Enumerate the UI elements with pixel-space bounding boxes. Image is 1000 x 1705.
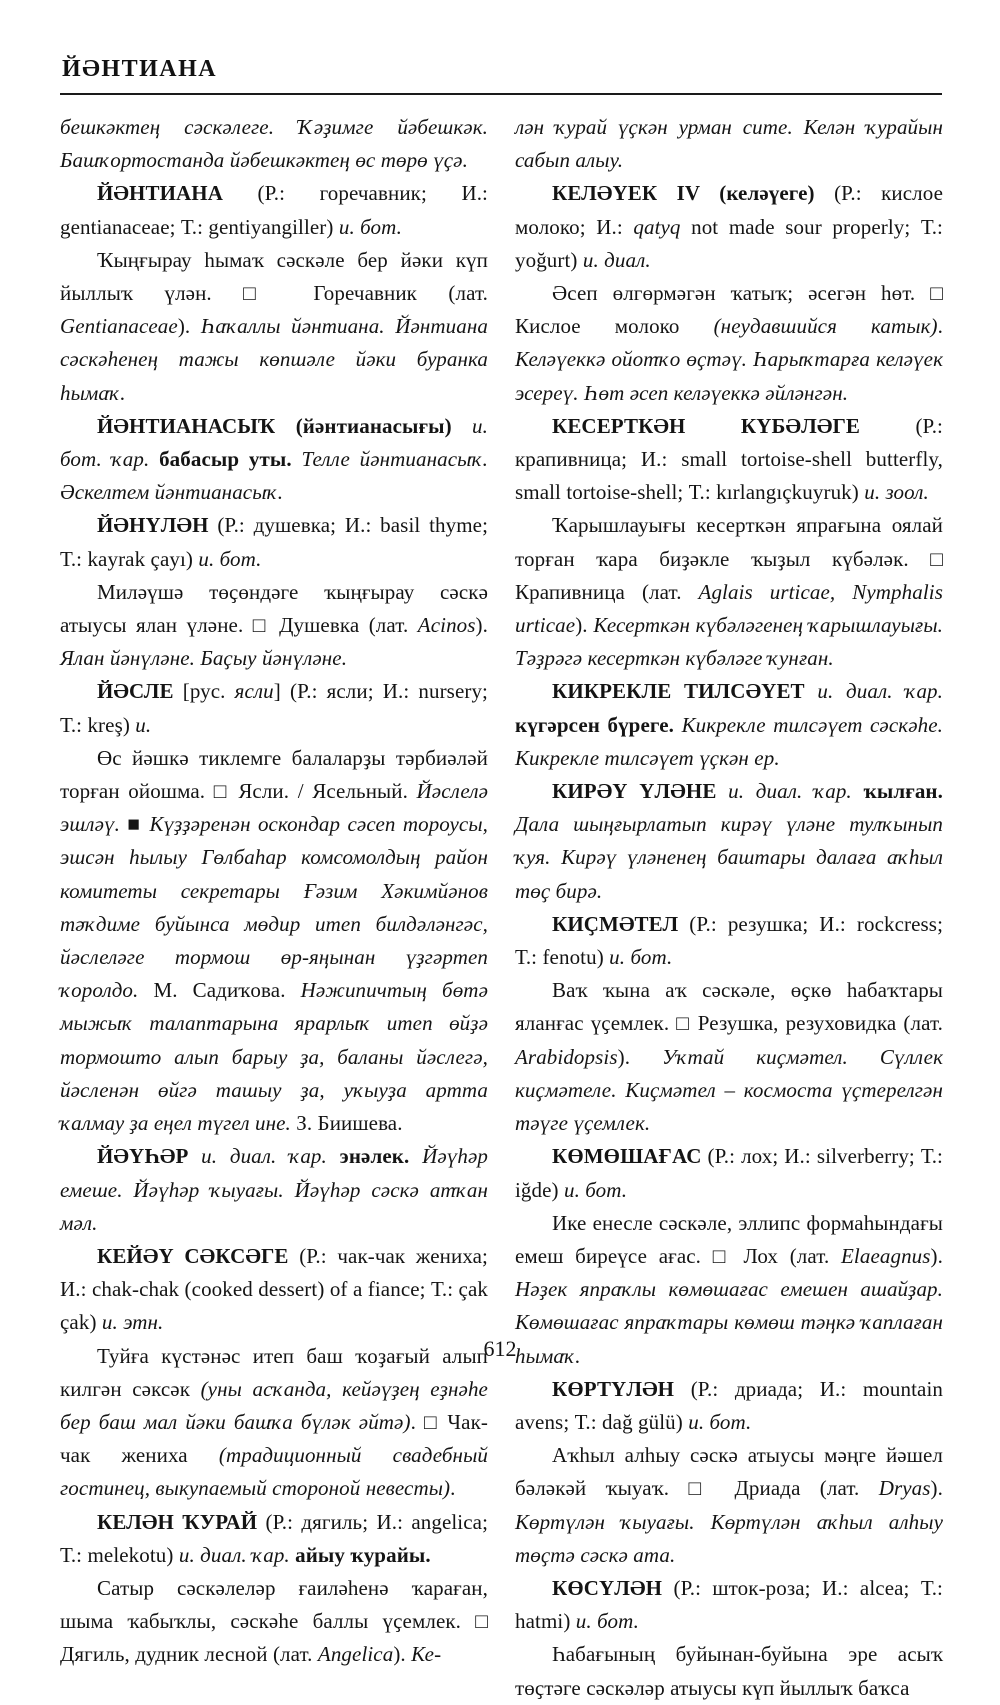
plain-text: Өс йәшкә тиклемге балаларҙы тәрбиәләй торған ойошма. □ Ясли. / Ясельный. [60, 745, 488, 804]
plain-text: . [450, 1476, 456, 1501]
page-number: 612 [483, 1336, 517, 1361]
italic-text: Телле йәнтианасыҡ. Әскелтем йәнтианасыҡ. [60, 447, 488, 505]
plain-text: Һабағының буйынан-буйына эре асыҡ төҫтәге сәскәләр атыусы күп йыллыҡ баҡса [515, 1642, 943, 1700]
italic-text: и. диал. ҡар. [817, 679, 943, 704]
italic-text: Aglais urticae, Nymphalis urticae [515, 579, 943, 638]
plain-text: ). [930, 1243, 943, 1268]
bold-text: КӨСҮЛӘН [552, 1575, 674, 1600]
bold-text: КЕЛӘҮЕК IV (келәүеге) [552, 181, 835, 206]
dictionary-paragraph [60, 244, 488, 410]
italic-text: и. бот. [688, 1409, 752, 1434]
plain-text: Ваҡ ҡына аҡ сәскәле, өҫкө һабаҡтары яланғас үҫемлек. □ Резушка, резуховидка (лат. [515, 978, 943, 1036]
dictionary-paragraph [515, 908, 943, 974]
plain-text: Миләүшә төҫөндәге ҡыңғырау сәскә атыусы ялан үләне. □ Душевка (лат. [60, 579, 488, 638]
italic-text: Келәүеккә ойотҡо өҫтәү. Һарыҡтарға келәүек эсереү. Һөт әсеп келәүеккә әйләнгән. [515, 347, 943, 405]
dictionary-paragraph [60, 1240, 488, 1340]
header-rule [60, 93, 942, 95]
bold-text: КЕЛӘН ҠУРАЙ [97, 1509, 266, 1534]
italic-text: (уны асҡанда, кейәүҙең еҙнәһе бер баш мал йәки башҡа бүләк әйтә) [60, 1376, 488, 1434]
italic-text: Һаҡаллы йәнтиана. Йәнтиана сәскәһенең тажы көпшәле йәки буранка һымаҡ. [60, 314, 488, 405]
italic-text: (традиционный свадебный гостинец, выкупаемый стороной невесты) [60, 1443, 488, 1501]
plain-text: (Р.: крапивница; И.: small tortoise-shell butterfly, small tortoise-shell; Т.: kırlangıçkuyruk) [515, 413, 943, 505]
italic-text: ясли [234, 679, 274, 704]
plain-text: (Р.: шток-роза; И.: alcea; Т.: hatmi) [515, 1575, 943, 1634]
dictionary-paragraph [515, 1638, 943, 1704]
plain-text: ). [617, 1044, 663, 1069]
dictionary-paragraph [515, 775, 943, 908]
italic-text: Dryas [878, 1476, 931, 1501]
italic-text: и. бот. [338, 214, 403, 239]
italic-text: Кикрекле тилсәүет сәскәһе. Кикрекле тилсәүет үҫкән ер. [515, 712, 943, 770]
plain-text: ). [475, 613, 488, 638]
italic-text: и. бот. [198, 546, 262, 571]
dictionary-paragraph [60, 576, 488, 676]
bold-text: энәлек. [339, 1144, 423, 1169]
dictionary-paragraph [515, 410, 943, 510]
bold-text: КИКРЕКЛЕ ТИЛСӘҮЕТ [552, 679, 818, 704]
italic-text: Дала шыңғырлатып кирәү үләне тулҡынып ҡуя. Кирәү үләненең баштары далаға аҡһыл төҫ бирә. [515, 812, 943, 903]
italic-text: и. бот. [575, 1609, 639, 1634]
italic-text: Gentianaceae [60, 314, 178, 339]
italic-text: и. диал. ҡар. [178, 1542, 296, 1567]
italic-text: qatyq [633, 214, 681, 239]
italic-text: Ялан йәнүләне. Баҫыу йәнүләне. [60, 646, 348, 671]
italic-text: Нәжипичтың бөтә мыжыҡ талаптарына ярарлыҡ итеп өйҙә тормошто алып барыу ҙа, баланы йәслегә, йәсленән өйгә ташыу ҙа, уҡыуҙа артта ҡалмау ҙа еңел түгел ине. [60, 978, 488, 1136]
plain-text: ). [177, 314, 201, 339]
plain-text: (Р.: резушка; И.: rockcress; Т.: fenotu) [515, 911, 943, 970]
plain-text: Ҡарышлауығы кесерткән япрағына оялай торған ҡара биҙәкле ҡыҙыл күбәләк. □ Крапивница (лат. [515, 513, 943, 604]
plain-text: (Р.: горечавник; И.: gentianaceae; Т.: gentiyangiller) [60, 181, 488, 239]
plain-text: [рус. [182, 679, 235, 704]
plain-text: ). [393, 1642, 412, 1667]
italic-text: Нәҙек япраҡлы көмөшағас емешен ашайҙар. Көмөшағас япраҡтары көмөш тәңкә ҡаплаған һымаҡ. [515, 1277, 943, 1368]
dictionary-paragraph [515, 277, 943, 410]
dictionary-paragraph [515, 1572, 943, 1638]
italic-text: Көртүлән ҡыуағы. Көртүлән аҡһыл алһыу төҫтә сәскә ата. [515, 1509, 943, 1567]
plain-text: ■ [127, 812, 150, 837]
bold-text: ЙӘНТИАНАСЫҠ (йәнтианасығы) [97, 413, 473, 438]
dictionary-paragraph [60, 1140, 488, 1240]
plain-text: (Р.: душевка; И.: basil thyme; Т.: kayrak çayı) [60, 513, 489, 571]
dictionary-paragraph [60, 111, 488, 177]
italic-text: и. диал. ҡар. [201, 1144, 340, 1169]
bold-text: КӨРТҮЛӘН [552, 1376, 691, 1401]
dictionary-paragraph [515, 177, 943, 277]
italic-text: Angelica [317, 1642, 394, 1667]
bold-text: күгәрсен бүреге. [515, 712, 682, 737]
plain-text: Ике енесле сәскәле, эллипс формаһындағы емеш биреүсе ағас. □ Лох (лат. [515, 1210, 943, 1268]
dictionary-paragraph [60, 1506, 488, 1572]
italic-text: Ке- [411, 1642, 442, 1667]
bold-text: КЕЙӘҮ СӘКСӘГЕ [97, 1243, 300, 1268]
bold-text: ЙӘНТИАНА [97, 181, 258, 206]
plain-text: Аҡһыл алһыу сәскә атыусы мәңге йәшел бәләкәй ҡыуаҡ. □ Дриада (лат. [515, 1443, 943, 1501]
bold-text: КИҪМӘТЕЛ [552, 911, 690, 936]
plain-text: (Р.: дриада; И.: mountain avens; Т.: dağ gülü) [515, 1376, 943, 1434]
dictionary-paragraph [60, 410, 488, 510]
dictionary-paragraph [60, 177, 488, 243]
bold-text: КӨМӨШАҒАС [552, 1144, 708, 1169]
bold-text: КЕСЕРТКӘН КҮБӘЛӘГЕ [552, 413, 916, 438]
bold-text: ЙӘҮҺӘР [97, 1144, 202, 1169]
dictionary-paragraph [515, 974, 943, 1140]
bold-text: бабасыр уты. [159, 447, 302, 472]
italic-text: Acinos [417, 613, 476, 638]
plain-text: Әсеп өлгөрмәгән ҡатыҡ; әсегән һөт. □ Кислое молоко [515, 281, 943, 339]
italic-text: и. бот. [564, 1177, 628, 1202]
plain-text: М. Садиҡова. [153, 978, 301, 1003]
italic-text: Йәүһәр емеше. Йәүһәр ҡыуағы. Йәүһәр сәскә атҡан мәл. [60, 1144, 488, 1235]
italic-text: Күҙҙәренән оскондар сәсеп тороусы, эшсән һылыу Гөлбаһар комсомолдың район комитеты секретары Ғәзим Хәкимйәнов тәҡдиме буйынса мөдир итеп билдәләнгәс, йәслеләге тормош өр-яңынан үҙгәртеп ҡоролдо. [60, 812, 488, 1003]
italic-text: и. этн. [101, 1310, 164, 1335]
dictionary-paragraph [515, 675, 943, 775]
dictionary-paragraph [60, 742, 488, 1140]
bold-text: КИРӘҮ ҮЛӘНЕ [552, 779, 729, 804]
dictionary-paragraph [60, 509, 488, 575]
dictionary-paragraph [60, 1572, 488, 1672]
plain-text: (Р.: чак-чак жениха; И.: chak-chak (cooked dessert) of a fiance; Т.: çak çak) [60, 1243, 488, 1335]
plain-text: Ҡыңғырау һымаҡ сәскәле бер йәки күп йыллыҡ үлән. □ Горечавник (лат. [60, 247, 488, 306]
italic-text: и. зоол. [864, 480, 929, 505]
italic-text: Кесерткән күбәләгенең ҡарышлауығы. Тәҙрәгә кесерткән күбәләге ҡунған. [515, 613, 943, 671]
dictionary-paragraph [60, 675, 488, 741]
dictionary-paragraph [515, 1373, 943, 1439]
plain-text: З. Биишева. [296, 1111, 403, 1136]
dictionary-paragraph [515, 1439, 943, 1572]
plain-text: Туйға күстәнәс итеп баш ҡоҙағый алып килгән сәксәк [60, 1343, 488, 1401]
bold-text: айыу ҡурайы. [295, 1542, 431, 1567]
italic-text: лән ҡурай үҫкән урман сите. Келән ҡурайын сабып алыу. [515, 115, 943, 173]
plain-text: ). [575, 613, 594, 638]
text-column-right [515, 111, 943, 1705]
plain-text: . [937, 314, 943, 339]
italic-text: (неудавшийся катык) [713, 314, 938, 339]
plain-text: (Р.: лох; И.: silverberry; Т.: iğde) [515, 1144, 943, 1202]
dictionary-paragraph [515, 111, 943, 177]
text-column-left [60, 111, 488, 1705]
bold-text: ЙӘСЛЕ [97, 679, 183, 704]
italic-text: Arabidopsis [515, 1044, 618, 1069]
running-head: ЙӘНТИАНА [62, 56, 218, 82]
plain-text: not made sour properly; Т.: yoğurt) [515, 214, 943, 272]
plain-text: ). [930, 1476, 943, 1501]
italic-text: Уҡтай киҫмәтел. Сүллек киҫмәтеле. Киҫмәтел – космоста үҫтерелгән тәүге үҫемлек. [515, 1044, 943, 1136]
dictionary-paragraph [60, 1340, 488, 1506]
italic-text: и. диал. [582, 247, 651, 272]
plain-text: (Р.: кислое молоко; И.: [515, 181, 943, 239]
italic-text: и. [135, 712, 152, 737]
plain-text: . □ Чак-чак жениха [60, 1409, 488, 1468]
italic-text: и. бот. ҡар. [60, 413, 488, 472]
text-columns [60, 111, 944, 1705]
plain-text: ] (Р.: ясли; И.: nursery; Т.: kreş) [60, 679, 488, 737]
italic-text: и. бот. [609, 945, 673, 970]
italic-text: Elaeagnus [840, 1243, 931, 1268]
bold-text: ЙӘНҮЛӘН [97, 513, 218, 538]
italic-text: и. диал. ҡар. [728, 779, 864, 804]
dictionary-paragraph [515, 1140, 943, 1206]
italic-text: Йәслелә эшләү. [60, 779, 488, 837]
plain-text: (Р.: дягиль; И.: angelica; Т.: melekotu) [60, 1509, 489, 1567]
plain-text: Сатыр сәскәлеләр ғаиләһенә ҡараған, шыма ҡабыҡлы, сәскәһе баллы үҫемлек. □ Дягиль, дудник лесной (лат. [60, 1575, 488, 1667]
bold-text: ҡылған. [863, 779, 943, 804]
italic-text: бешкәктең сәскәлеге. Ҡәҙимге йәбешкәк. Башҡортостанда йәбешкәктең өс төрө үҫә. [60, 115, 488, 173]
dictionary-paragraph [515, 509, 943, 675]
